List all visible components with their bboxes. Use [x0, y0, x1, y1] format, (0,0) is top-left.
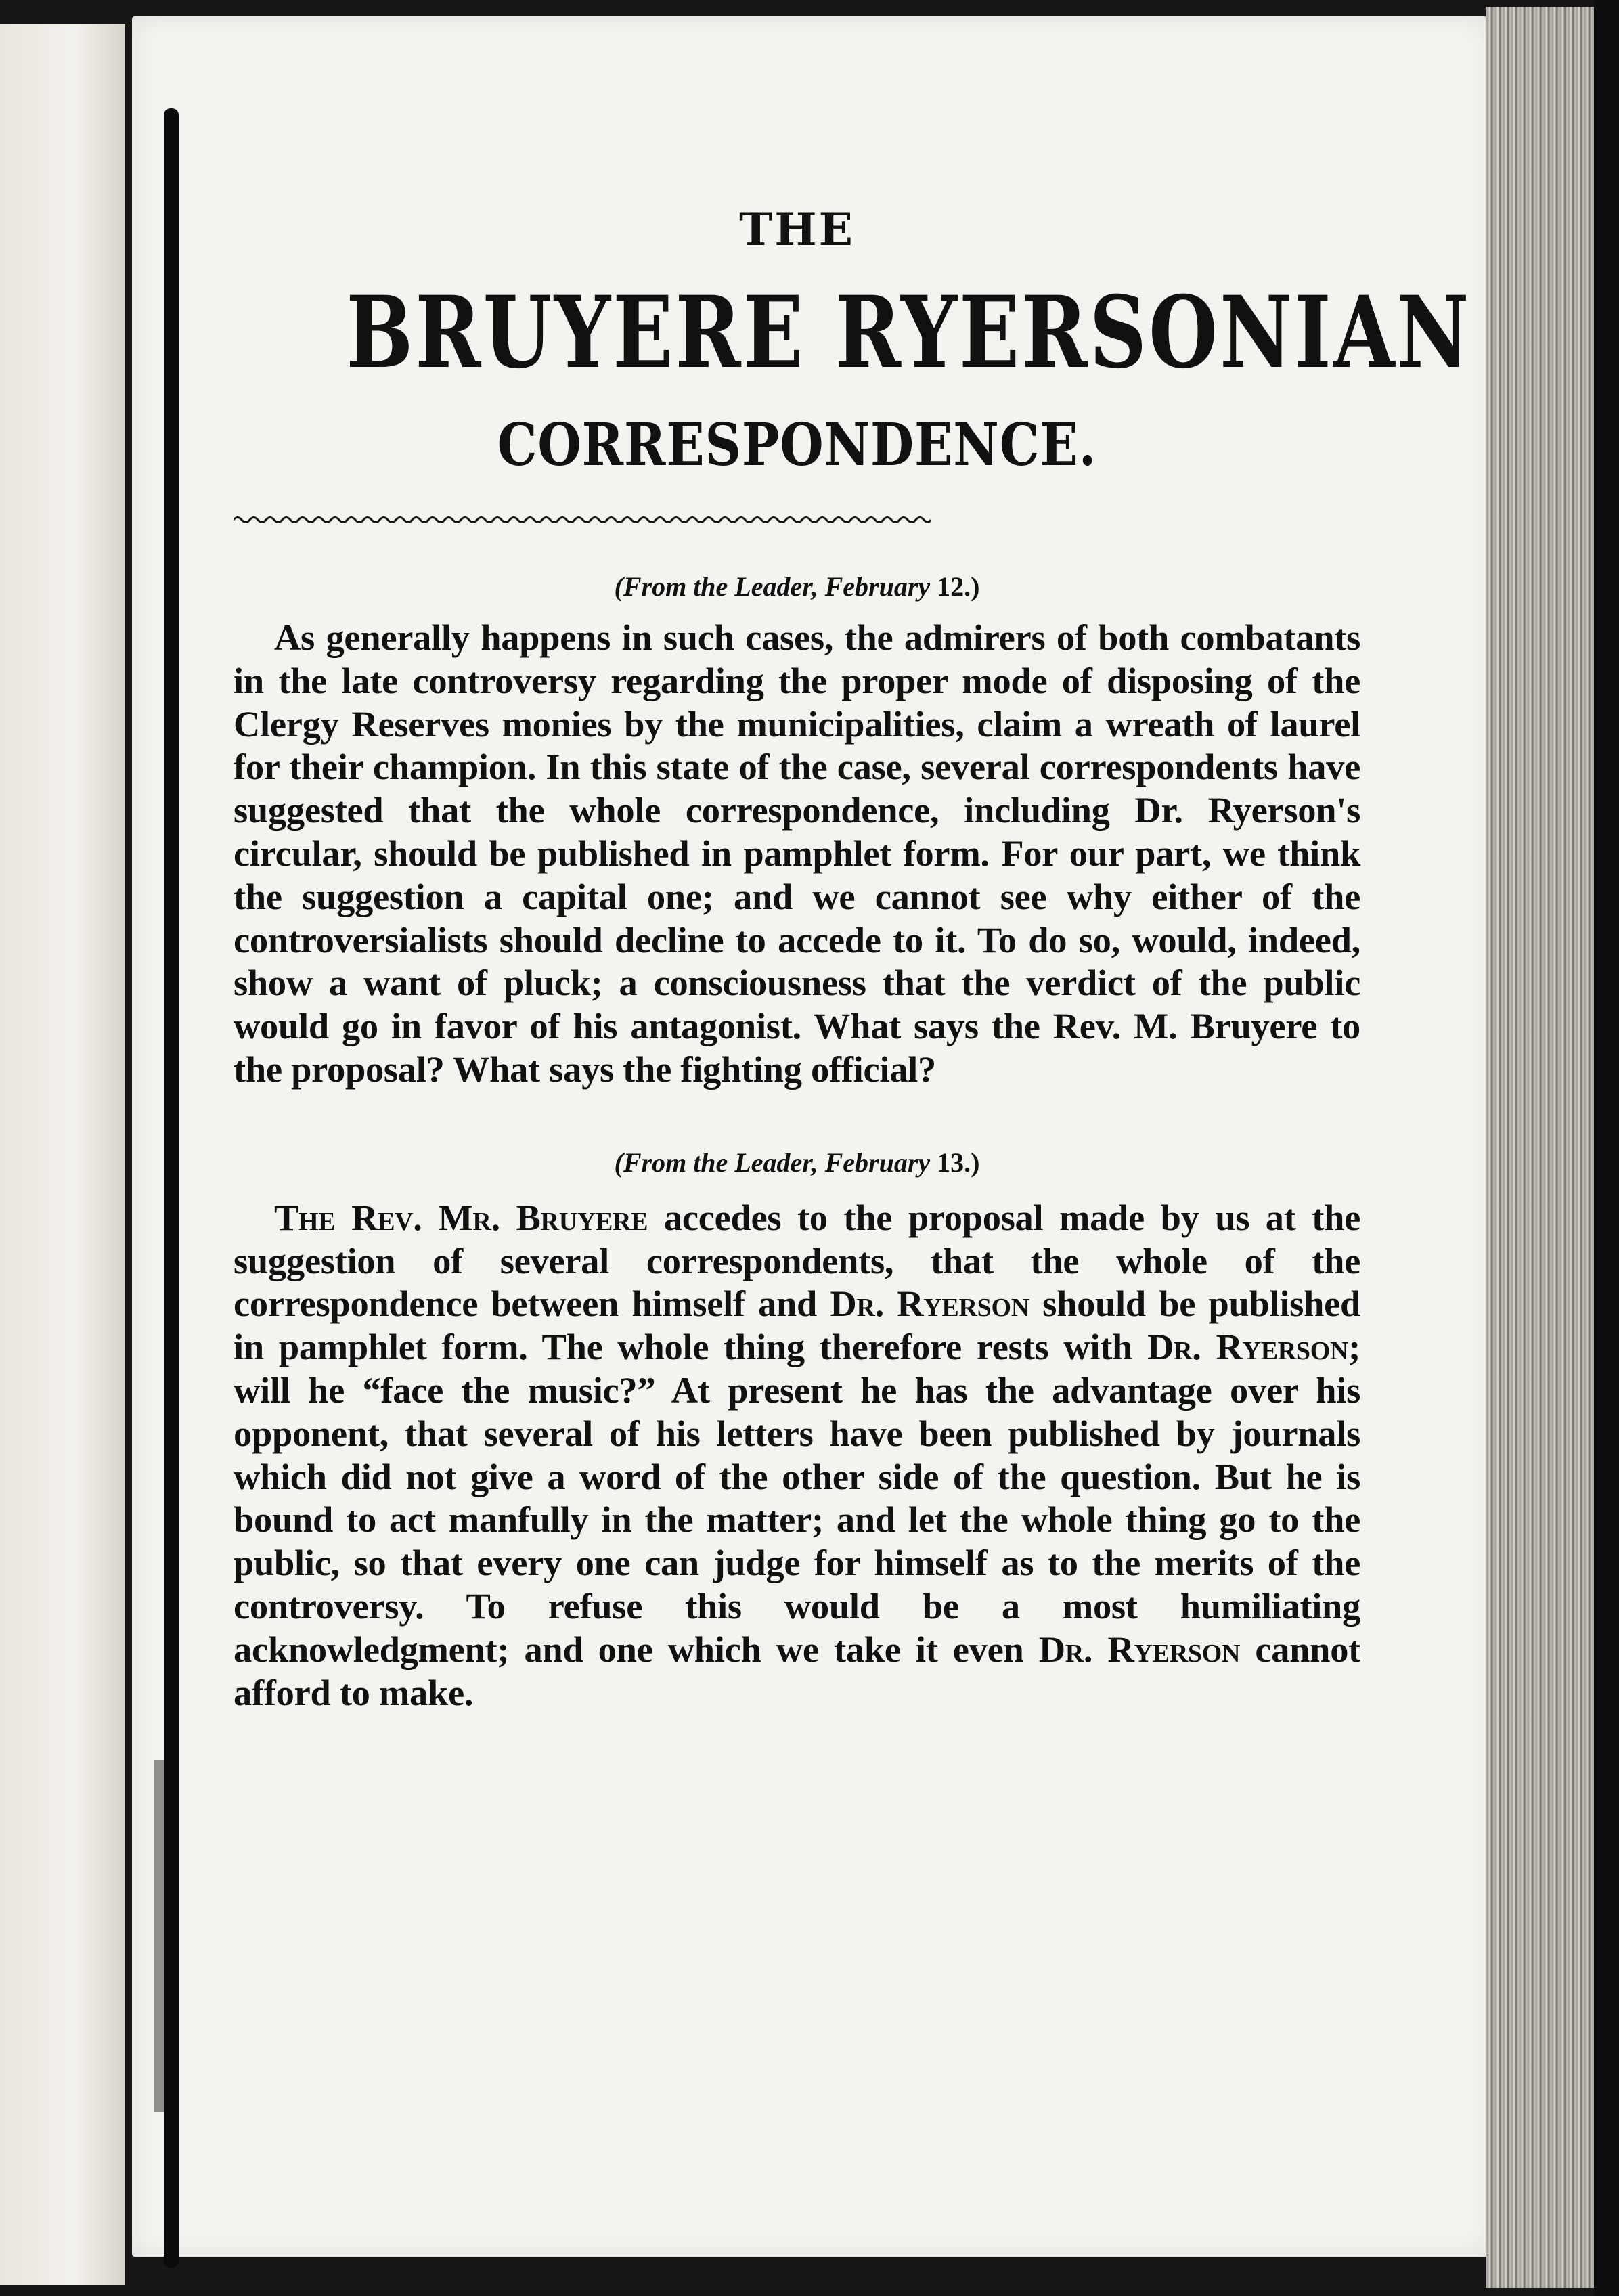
name-dr-ryerson: Dr. Ryerson: [1038, 1628, 1241, 1670]
title-article: THE: [739, 203, 855, 256]
page-content: [234, 203, 1471, 1714]
page-title: BRUYERE RYERSONIAN: [346, 275, 1471, 391]
source-citation-2-date: 13.): [937, 1147, 980, 1178]
binding-gutter: [164, 108, 179, 2268]
wavy-rule-divider: [234, 514, 931, 525]
name-rev-bruyere: The Rev. Mr. Bruyere: [274, 1196, 648, 1238]
source-citation-1: [234, 571, 1360, 602]
paragraph-2-text-d: cannot afford to make.: [234, 1628, 1360, 1713]
paragraph-2-text-c: ; will he “face the music?” At present he has the advantage over his opponent, that several of his letters have been published by journals which did not give a word of the other side of the question. But he is bound to act manfully in the matter; and let the whole thing go to the public, so that every one can judge for himself as to the merits of the controversy. To refuse this would be a most humiliating acknowledgment; and one which we take it even: [234, 1326, 1360, 1670]
binding-shadow: [154, 1760, 164, 2112]
facing-page-edge: [0, 24, 125, 2285]
name-dr-ryerson: Dr. Ryerson: [830, 1283, 1029, 1325]
article-paragraph-1: As generally happens in such cases, the admirers of both combatants in the late controversy regarding the proper mode of disposing of the Clergy Reserves monies by the municipalities, claim a wreath of laurel for their champion. In this state of the case, several correspondents have suggested that the whole correspondence, including Dr. Ryerson's circular, should be published in pamphlet form. For our part, we think the suggestion a capital one; and we cannot see why either of the controversialists should decline to accede to it. To do so, would, indeed, show a want of pluck; a consciousness that the verdict of the public would go in favor of his antagonist. What says the Rev. M. Bruyere to the proposal? What says the fighting official?: [234, 617, 1360, 1090]
source-citation-1-date: 12.): [937, 571, 980, 602]
page-subtitle: CORRESPONDENCE.: [497, 411, 1097, 479]
source-citation-2: [234, 1147, 1360, 1178]
scanner-border: [1594, 0, 1619, 2296]
source-citation-2-label: (From the Leader, February: [614, 1147, 937, 1178]
paragraph-2-text-a: accedes to the proposal made by us at the suggestion of several correspondents, that the whole of the correspondence between himself and: [234, 1196, 1360, 1325]
paragraph-2-text-b: should be published in pamphlet form. The whole thing therefore rests with: [234, 1283, 1360, 1368]
article-paragraph-2: [234, 1196, 1360, 1715]
name-dr-ryerson: Dr. Ryerson: [1147, 1326, 1349, 1368]
source-citation-1-label: (From the Leader, February: [614, 571, 937, 602]
